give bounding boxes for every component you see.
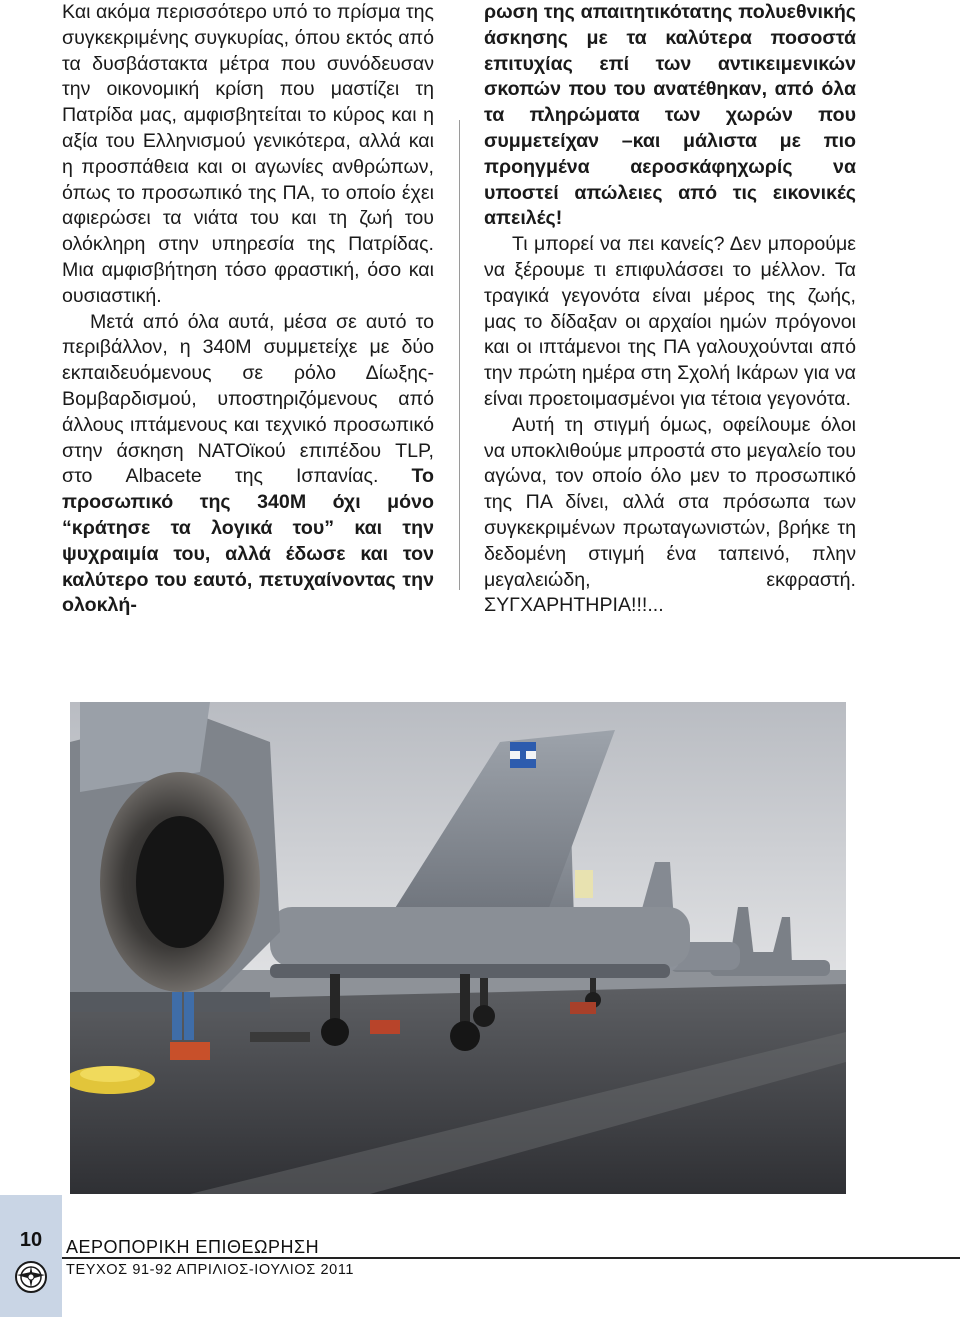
left-paragraph-1: Και ακόμα περισσότερο υπό το πρίσμα της συγκεκριμένης συγκυρίας, όπου εκτός από τα δυσβάστακτα μέτρα που συνόδευσαν την οικονομική κρίση που μαστίζει τη Πατρίδα μας, αμφισβητείται το κύρος και η αξία του Ελληνισμού γενικότερα, αλλά και η προσπάθεια και οι αγωνίες ανθρώπων, όπως το προσωπικό της ΠΑ, το οποίο έχει αφιερώσει τα νιάτα του και τη ζωή του ολόκληρη στην υπηρεσία της Πατρίδας. Μια αμφισβήτηση τόσο φραστική, όσο και ουσιαστική. (62, 1, 434, 307)
article-left-column (62, 0, 434, 619)
footer-rule (62, 1257, 960, 1259)
article-right-column (484, 0, 856, 619)
issue-info: ΤΕΥΧΟΣ 91-92 ΑΠΡΙΛΙΟΣ-ΙΟΥΛΙΟΣ 2011 (66, 1262, 355, 1278)
aircraft-lineup-photo (70, 702, 846, 1194)
page-number: 10 (19, 1229, 43, 1251)
magazine-title: ΑΕΡΟΠΟΡΙΚΗ ΕΠΙΘΕΩΡΗΣΗ (66, 1237, 320, 1257)
air-force-emblem-icon (13, 1260, 49, 1299)
column-divider (459, 120, 460, 590)
left-paragraph-2-bold: Το προσωπικό της 340Μ όχι μόνο “κράτησε τα λογικά του” και την ψυχραιμία του, αλλά έδωσε και τον καλύτερο του εαυτό, πετυχαίνοντας την ολοκλή- (62, 465, 434, 617)
right-paragraph-3: Αυτή τη στιγμή όμως, οφείλουμε όλοι να υποκλιθούμε μπροστά στο μεγαλείο του αγώνα, τον οποίο όλο μεν το προσωπικό της ΠΑ δίνει, αλλά στα πρόσωπα των συγκεκριμένων πρωταγωνιστών, βρήκε τη δεδομένη στιγμή ένα ταπεινό, πλην μεγαλειώδη, εκφραστή. ΣΥΓΧΑΡΗΤΗΡΙΑ!!!... (484, 413, 856, 617)
left-paragraph-2 (62, 310, 434, 620)
left-paragraph-2-text: Μετά από όλα αυτά, μέσα σε αυτό το περιβάλλον, η 340Μ συμμετείχε με δύο εκπαιδευόμενους σε ρόλο Δίωξης-Βομβαρδισμού, υποστηριζόμενους από άλλους ιπτάμενους και τεχνικό προσωπικό στην άσκηση ΝΑΤΟϊκού επιπέδου TLP, στο Albacete της Ισπανίας. (62, 310, 434, 488)
right-paragraph-1: ρωση της απαιτητικότατης πολυεθνικής άσκησης με τα καλύτερα ποσοστά επιτυχίας επί των αντικειμενικών σκοπών που του ανατέθηκαν, από όλα τα πληρώματα των χωρών που συμμετείχαν –και μάλιστα με πιο προηγμένα αεροσκάφηχωρίς να υποστεί απώλειες από τις εικονικές απειλές! (484, 1, 856, 230)
right-paragraph-2: Τι μπορεί να πει κανείς? Δεν μπορούμε να ξέρουμε τι επιφυλάσσει το μέλλον. Τα τραγικά γεγονότα είναι μέρος της ζωής, μας το δίδαξαν οι αρχαίοι ημών πρόγονοι και οι ιπτάμενοι της ΠΑ γαλουχούνται από την πρώτη ημέρα στη Σχολή Ικάρων για να είναι προετοιμασμένοι για τέτοια γεγονότα. (484, 233, 856, 410)
